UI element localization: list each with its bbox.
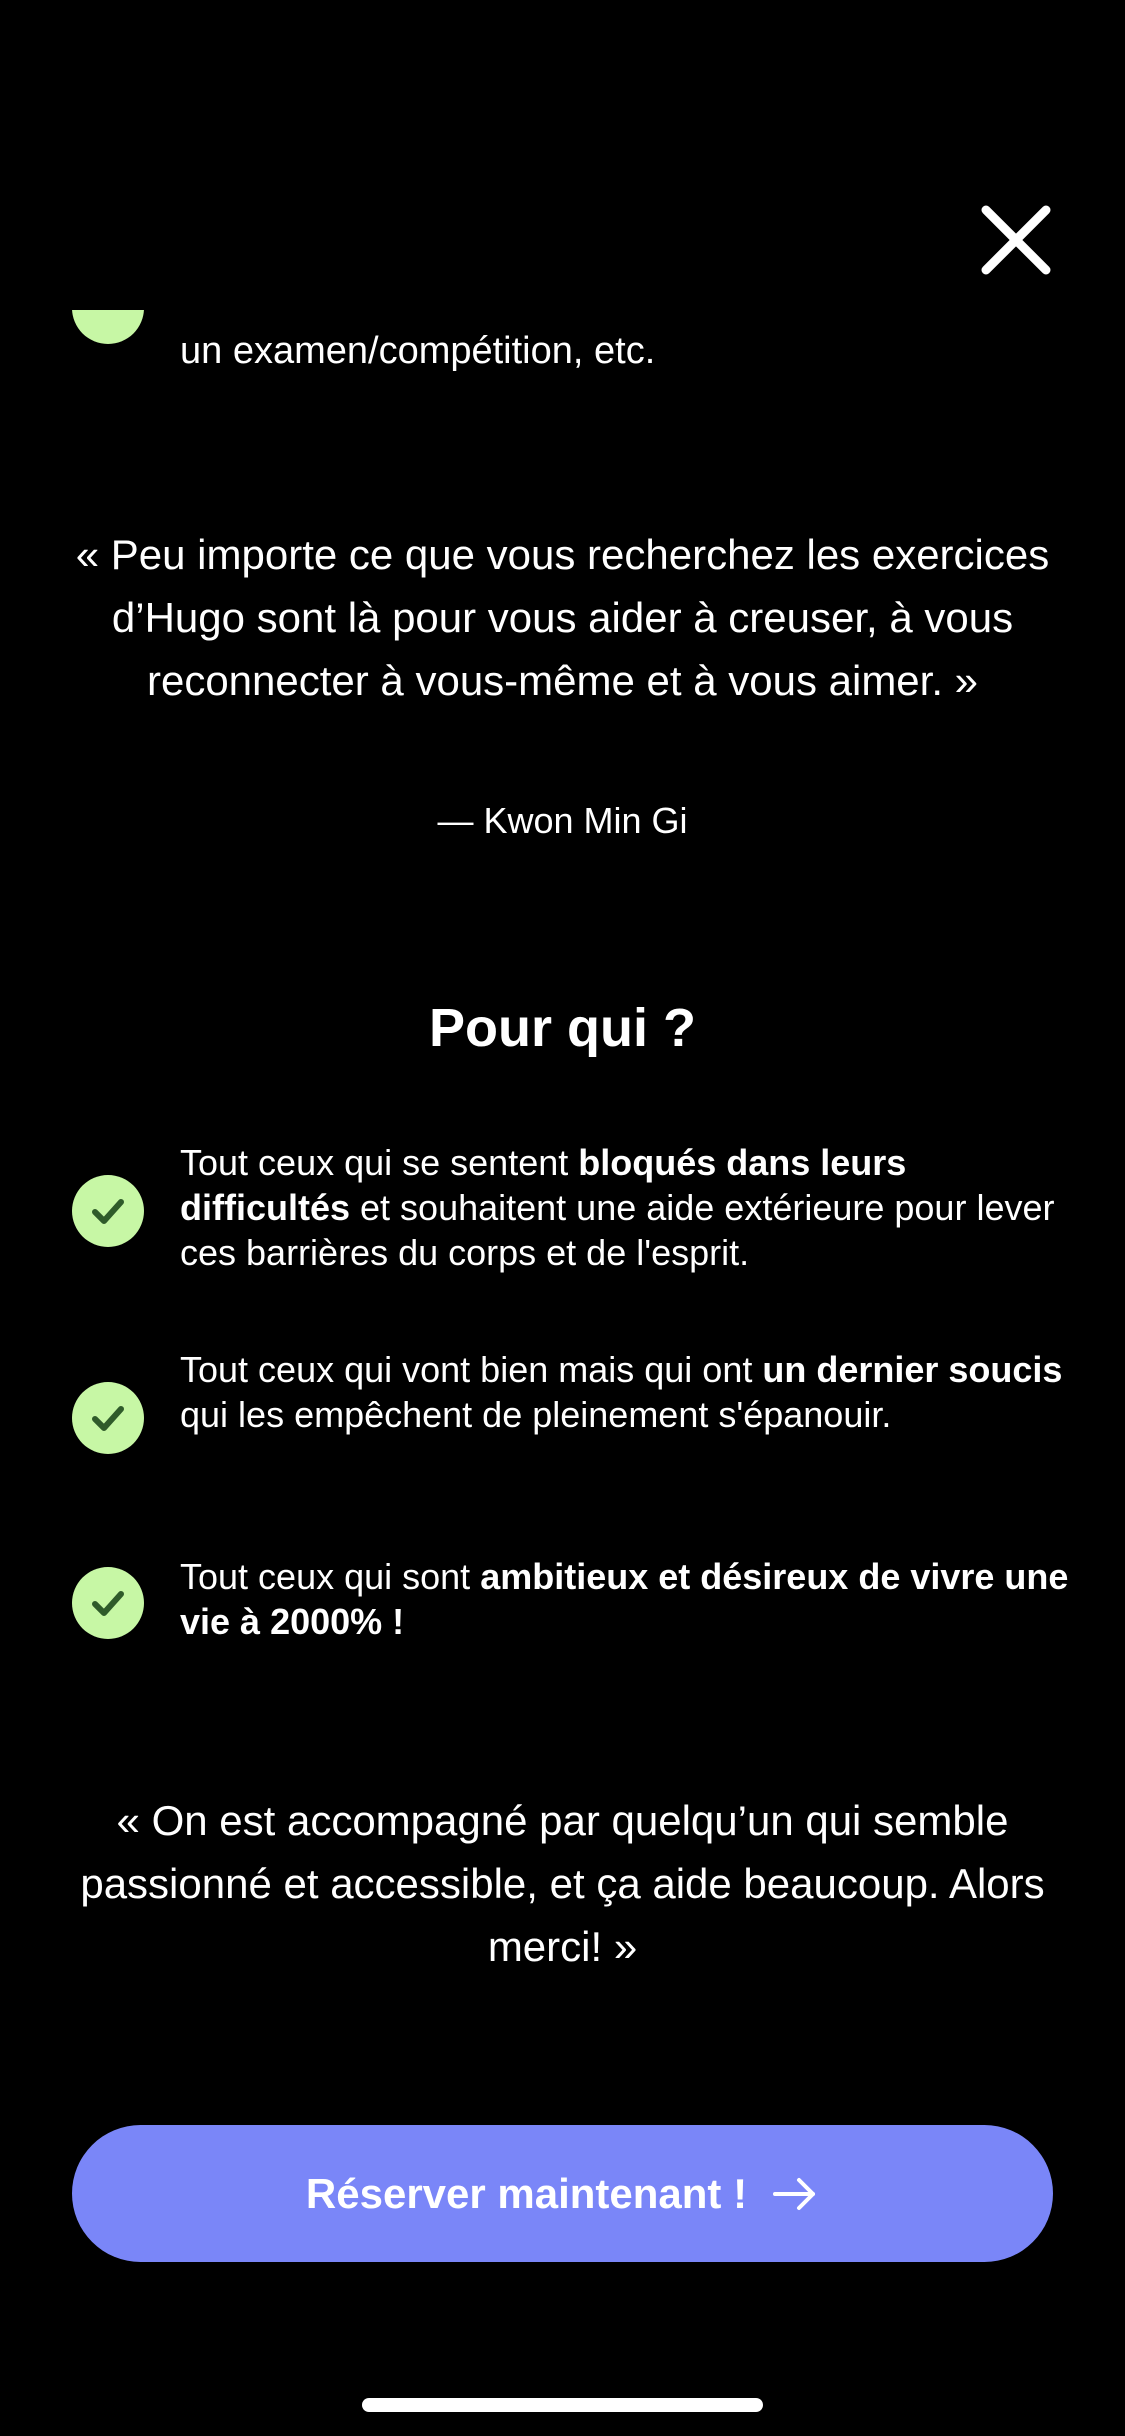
audience-item-text: Tout ceux qui vont bien mais qui ont un dernier soucis qui les empêchent de pleinement s'épanouir. [180,1349,1063,1435]
testimonial-quote: « Peu importe ce que vous recherchez les exercices d’Hugo sont là pour vous aider à creuser, à vous reconnecter à vous-même et à vous aimer. » [75,531,1050,704]
audience-item-text: Tout ceux qui sont ambitieux et désireux de vivre une vie à 2000% ! [180,1556,1069,1642]
book-now-button[interactable] [72,2125,1053,2262]
close-button[interactable] [976,200,1056,280]
audience-item-text: Tout ceux qui se sentent bloqués dans leurs difficultés et souhaitent une aide extérieure pour lever ces barrières du corps et de l'esprit. [180,1142,1055,1273]
check-icon [72,1175,144,1247]
partial-list-item-text: un examen/compétition, etc. [180,330,656,372]
testimonial-quote: « On est accompagné par quelqu’un qui semble passionné et accessible, et ça aide beaucoup. Alors merci! » [80,1797,1045,1970]
home-indicator[interactable] [362,2398,763,2412]
check-icon [72,1382,144,1454]
arrow-right-icon [771,2170,819,2218]
check-icon [72,310,144,344]
scrolled-content-top [0,310,1125,380]
testimonial-author: — Kwon Min Gi [437,800,688,841]
close-icon [976,200,1056,280]
check-icon [72,1567,144,1639]
section-title: Pour qui ? [429,998,696,1058]
book-now-label: Réserver maintenant ! [305,2169,748,2217]
